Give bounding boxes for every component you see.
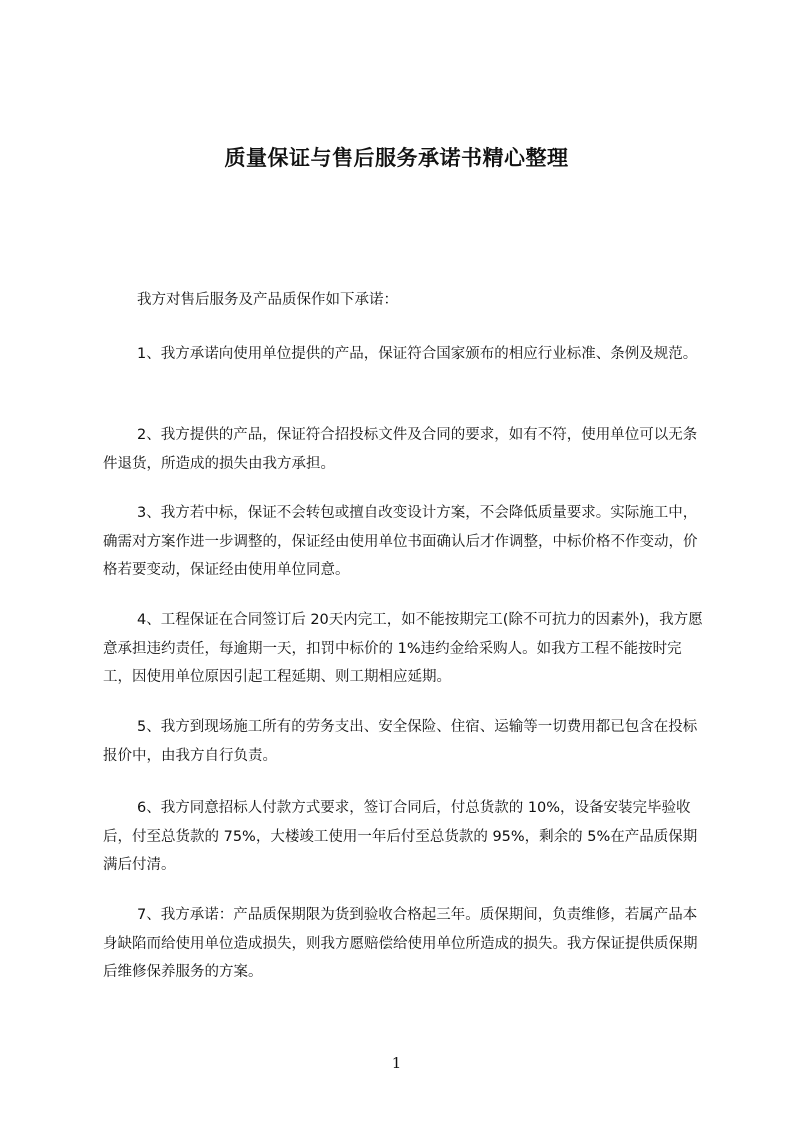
intro-text: 我方对售后服务及产品质保作如下承诺：	[137, 292, 398, 308]
paragraph-3: 3、我方若中标，保证不会转包或擅自改变设计方案，不会降低质量要求。实际施工中，确需对方案作进一步调整的，保证经由使用单位书面确认后才作调整，中标价格不作变动，价格若要变动，保证经由使用单位同意。	[103, 505, 698, 578]
page-number: 1	[391, 1054, 402, 1072]
paragraph-7: 7、我方承诺：产品质保期限为货到验收合格起三年。质保期间，负责维修，若属产品本身缺陷而给使用单位造成损失，则我方愿赔偿给使用单位所造成的损失。我方保证提供质保期后维修保养服务的方案。	[103, 907, 698, 980]
document-title: 质量保证与售后服务承诺书精心整理	[224, 146, 569, 170]
paragraph-1: 1、我方承诺向使用单位提供的产品，保证符合国家颁布的相应行业标准、条例及规范。	[137, 346, 698, 362]
paragraph-5: 5、我方到现场施工所有的劳务支出、安全保险、住宿、运输等一切费用都已包含在投标报价中，由我方自行负责。	[103, 719, 698, 764]
paragraph-6: 6、我方同意招标人付款方式要求，签订合同后，付总货款的 10%，设备安装完毕验收后，付至总货款的 75%，大楼竣工使用一年后付至总货款的 95%，剩余的 5%在产品质保期满后付清。	[103, 800, 698, 873]
paragraph-2: 2、我方提供的产品，保证符合招投标文件及合同的要求，如有不符，使用单位可以无条件退货，所造成的损失由我方承担。	[103, 427, 698, 472]
paragraph-4: 4、工程保证在合同签订后 20天内完工，如不能按期完工(除不可抗力的因素外)，我方愿意承担违约责任，每逾期一天，扣罚中标价的 1%违约金给采购人。如我方工程不能按时完工，因使用单位原因引起工程延期、则工期相应延期。	[103, 612, 703, 685]
